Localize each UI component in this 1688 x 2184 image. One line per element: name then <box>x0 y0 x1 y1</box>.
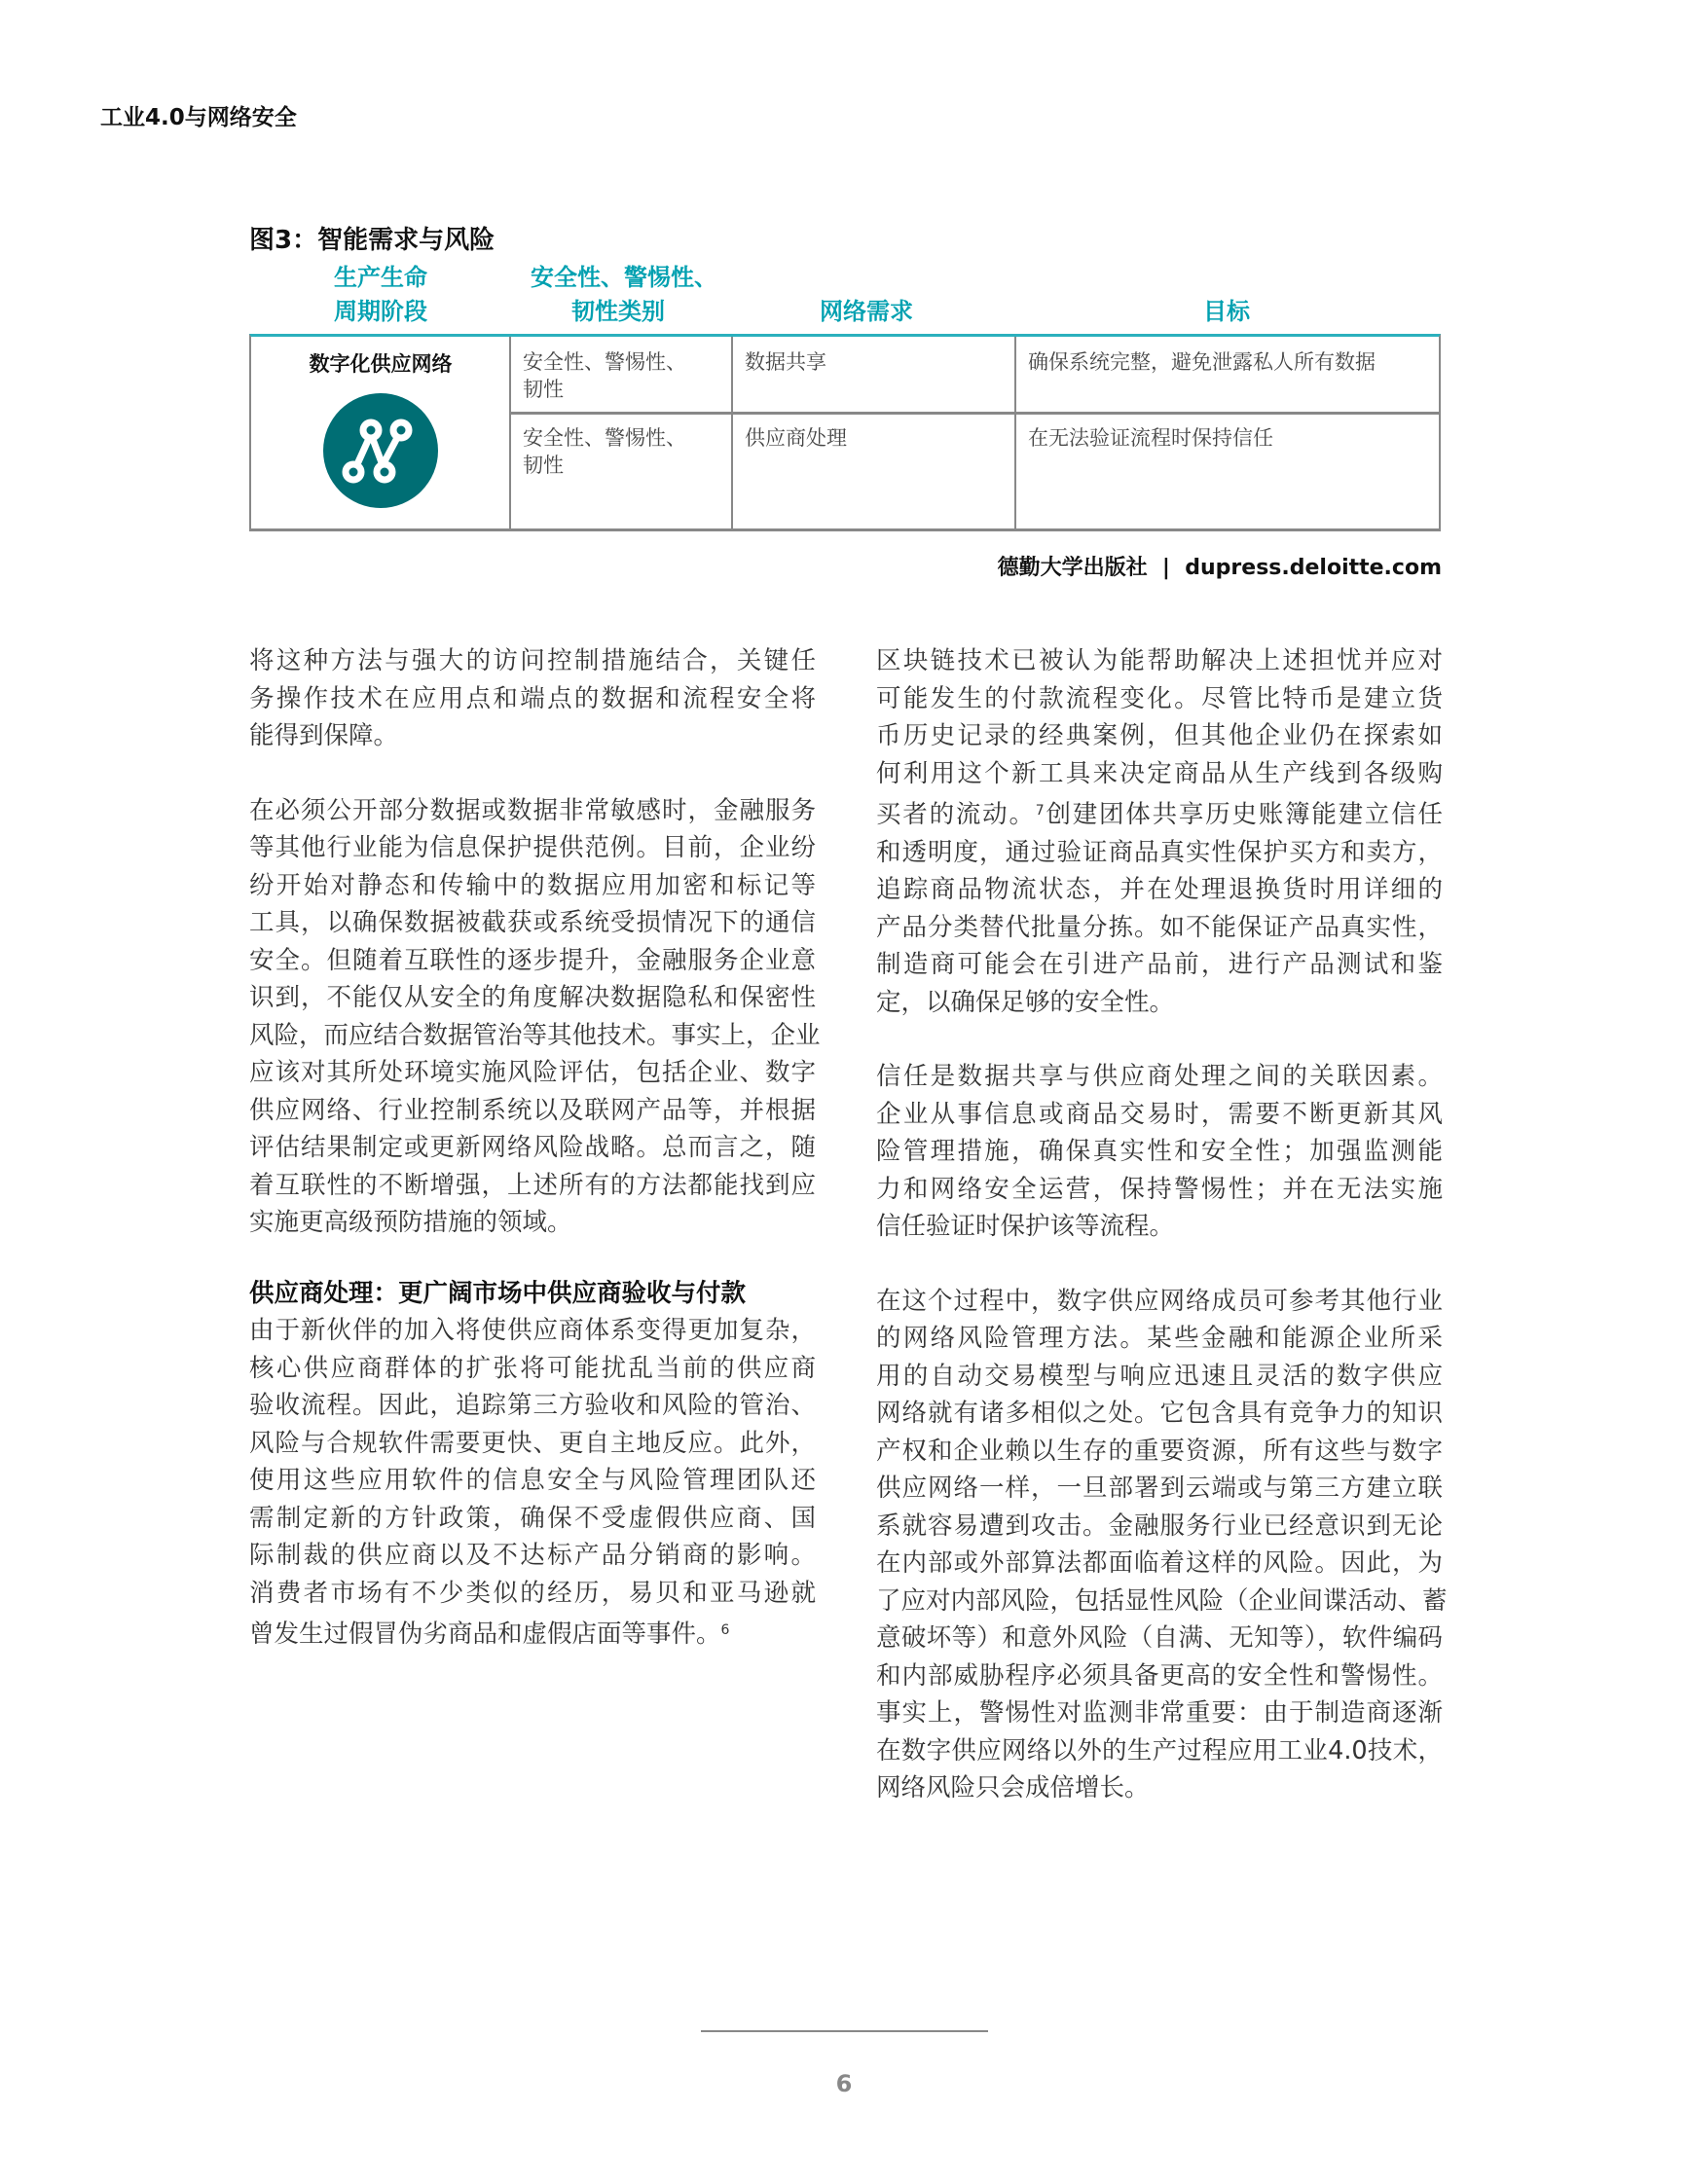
text-line: 币历史记录的经典案例，但其他企业仍在探索如 <box>876 721 1443 750</box>
section-heading: 供应商处理：更广阔市场中供应商验收与付款 <box>249 1278 747 1308</box>
goal-cell: 在无法验证流程时保持信任 <box>1028 426 1273 450</box>
column-header-line: 周期阶段 <box>334 298 427 325</box>
text-line: 可能发生的付款流程变化。尽管比特币是建立货 <box>876 683 1443 713</box>
text-line: 网络风险只会成倍增长。 <box>876 1773 1150 1802</box>
text-line: 系就容易遭到攻击。金融服务行业已经意识到无论 <box>876 1511 1443 1541</box>
text-line: 何利用这个新工具来决定商品从生产线到各级购 <box>876 758 1443 788</box>
text-line: 应该对其所处环境实施风险评估，包括企业、数字 <box>249 1058 816 1087</box>
text-line: 际制裁的供应商以及不达标产品分销商的影响。 <box>249 1541 816 1570</box>
cell-text: 韧性 <box>523 378 564 401</box>
column-header-goal: 目标 <box>1203 298 1250 325</box>
text-line: 在这个过程中，数字供应网络成员可参考其他行业 <box>876 1286 1443 1316</box>
row-divider <box>509 412 1439 415</box>
footer-divider <box>701 2030 988 2032</box>
cell-text: 韧性 <box>523 454 564 477</box>
text-line: 验收流程。因此，追踪第三方验收和风险的管治、 <box>249 1391 816 1420</box>
paragraph <box>876 1058 1443 1246</box>
text-line: 实施更高级预防措施的领域。 <box>249 1208 572 1237</box>
text-line: 企业从事信息或商品交易时，需要不断更新其风 <box>876 1099 1443 1129</box>
text-line: 将这种方法与强大的访问控制措施结合，关键任 <box>249 646 816 675</box>
text-line: 力和网络安全运营，保持警惕性；并在无法实施 <box>876 1174 1443 1204</box>
text-line: 追踪商品物流状态，并在处理退换货时用详细的 <box>876 875 1443 904</box>
text-line: 的网络风险管理方法。某些金融和能源企业所采 <box>876 1324 1443 1353</box>
footnote-ref[interactable]: 7 <box>1035 803 1045 819</box>
category-cell <box>523 424 686 479</box>
need-cell: 数据共享 <box>745 350 826 374</box>
text-line: 在内部或外部算法都面临着这样的风险。因此，为 <box>876 1548 1443 1578</box>
stage-label: 数字化供应网络 <box>309 352 453 376</box>
text-line <box>249 1612 816 1654</box>
text-line: 在必须公开部分数据或数据非常敏感时，金融服务 <box>249 795 816 825</box>
column-header-line: 生产生命 <box>334 264 427 291</box>
goal-cell: 确保系统完整，避免泄露私人所有数据 <box>1028 350 1376 374</box>
text-line: 了应对内部风险，包括显性风险（企业间谍活动、蓄 <box>876 1585 1448 1616</box>
text-line: 制造商可能会在引进产品前，进行产品测试和鉴 <box>876 950 1443 979</box>
page-number: 6 <box>835 2070 853 2097</box>
network-nodes-icon <box>323 393 438 508</box>
text-line: 在数字供应网络以外的生产过程应用工业4.0技术， <box>876 1735 1443 1765</box>
column-divider <box>1014 337 1016 528</box>
text-line <box>876 792 1443 834</box>
text-line: 信任是数据共享与供应商处理之间的关联因素。 <box>876 1062 1443 1091</box>
text-line: 纷开始对静态和传输中的数据应用加密和标记等 <box>249 870 816 900</box>
text-line: 务操作技术在应用点和端点的数据和流程安全将 <box>249 683 816 713</box>
column-divider <box>731 337 733 528</box>
paragraph <box>249 792 821 1242</box>
text-line: 风险，而应结合数据管治等其他技术。事实上，企业 <box>249 1020 821 1050</box>
text-fragment: 创建团体共享历史账簿能建立信任 <box>1044 800 1443 829</box>
cell-text: 安全性、警惕性、 <box>523 426 686 450</box>
text-line: 等其他行业能为信息保护提供范例。目前，企业纷 <box>249 833 816 862</box>
text-line: 区块链技术已被认为能帮助解决上述担忧并应对 <box>876 646 1443 675</box>
text-line: 意破坏等）和意外风险（自满、无知等），软件编码 <box>876 1623 1443 1653</box>
text-line: 和透明度，通过验证商品真实性保护买方和卖方， <box>876 837 1443 867</box>
cell-text: 安全性、警惕性、 <box>523 350 686 374</box>
text-line: 评估结果制定或更新网络风险战略。总而言之，随 <box>249 1133 816 1162</box>
footnote-ref[interactable]: 6 <box>720 1622 730 1638</box>
text-line: 信任验证时保护该等流程。 <box>876 1212 1175 1241</box>
text-line: 需制定新的方针政策，确保不受虚假供应商、国 <box>249 1503 816 1533</box>
text-line: 和内部威胁程序必须具备更高的安全性和警惕性。 <box>876 1660 1443 1691</box>
column-header-line: 安全性、警惕性、 <box>531 264 717 291</box>
risk-table <box>249 334 1441 531</box>
text-fragment: 曾发生过假冒伪劣商品和虚假店面等事件。 <box>249 1620 721 1649</box>
document-header-title: 工业4.0与网络安全 <box>100 105 297 130</box>
column-header-category <box>511 261 725 329</box>
text-line: 由于新伙伴的加入将使供应商体系变得更加复杂， <box>249 1316 816 1345</box>
figure-title: 图3：智能需求与风险 <box>249 226 495 255</box>
text-line: 供应网络一样，一旦部署到云端或与第三方建立联 <box>876 1474 1443 1503</box>
category-cell <box>523 348 686 403</box>
paragraph <box>876 1283 1448 1807</box>
text-line: 核心供应商群体的扩张将可能扰乱当前的供应商 <box>249 1353 816 1383</box>
text-line: 安全。但随着互联性的逐步提升，金融服务企业意 <box>249 945 816 975</box>
text-line: 能得到保障。 <box>249 721 399 750</box>
text-line: 用的自动交易模型与响应迅速且灵活的数字供应 <box>876 1361 1443 1391</box>
left-column <box>249 642 821 1654</box>
column-header-line: 韧性类别 <box>571 298 665 325</box>
column-header-stage <box>298 261 463 329</box>
text-line: 产品分类替代批量分拣。如不能保证产品真实性， <box>876 912 1443 942</box>
text-line: 定，以确保足够的安全性。 <box>876 987 1175 1017</box>
text-line: 风险与合规软件需要更快、更自主地反应。此外， <box>249 1428 816 1458</box>
paragraph <box>249 1312 816 1654</box>
text-line: 事实上，警惕性对监测非常重要：由于制造商逐渐 <box>876 1698 1443 1728</box>
text-line: 供应网络、行业控制系统以及联网产品等，并根据 <box>249 1095 816 1125</box>
text-line: 识到，不能仅从安全的角度解决数据隐私和保密性 <box>249 983 816 1012</box>
text-line: 消费者市场有不少类似的经历，易贝和亚马逊就 <box>249 1578 816 1608</box>
figure-credit: 德勤大学出版社 | dupress.deloitte.com <box>997 556 1442 580</box>
need-cell: 供应商处理 <box>745 426 847 450</box>
text-line: 险管理措施，确保真实性和安全性；加强监测能 <box>876 1137 1443 1166</box>
text-line: 使用这些应用软件的信息安全与风险管理团队还 <box>249 1466 816 1495</box>
text-line: 网络就有诸多相似之处。它包含具有竞争力的知识 <box>876 1399 1443 1428</box>
text-line: 产权和企业赖以生存的重要资源，所有这些与数字 <box>876 1436 1443 1466</box>
right-column <box>876 642 1448 1807</box>
text-line: 工具，以确保数据被截获或系统受损情况下的通信 <box>249 908 816 937</box>
text-fragment: 买者的流动。 <box>876 800 1036 829</box>
column-header-need: 网络需求 <box>820 298 913 325</box>
text-line: 着互联性的不断增强，上述所有的方法都能找到应 <box>249 1170 816 1200</box>
paragraph <box>876 642 1443 1021</box>
paragraph <box>249 642 816 755</box>
